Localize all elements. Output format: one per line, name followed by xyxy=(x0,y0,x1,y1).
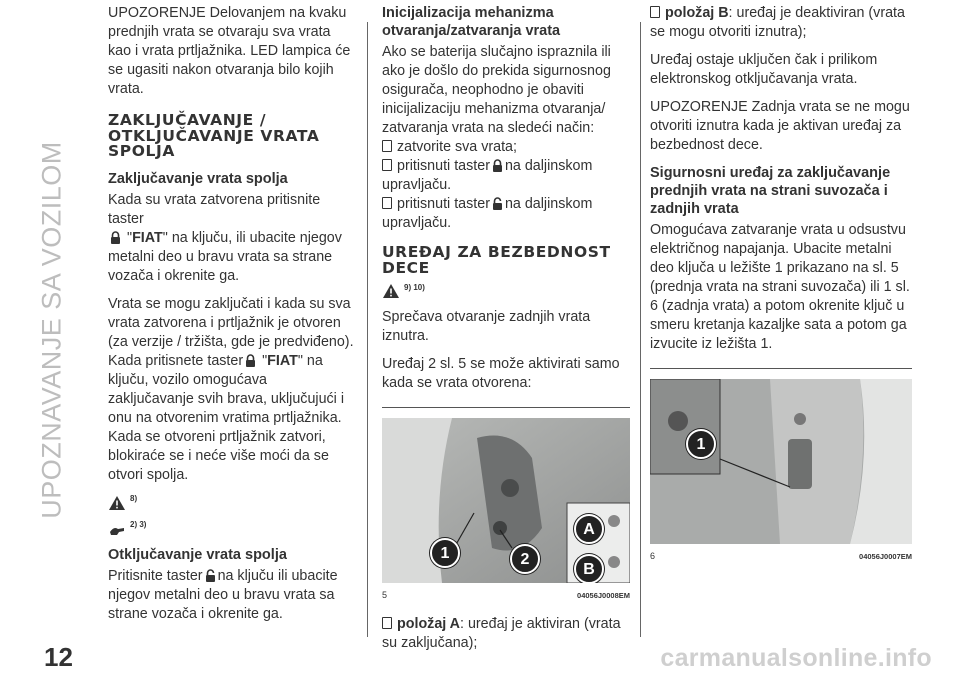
lock-icon xyxy=(110,231,121,245)
callout-a: A xyxy=(574,514,604,544)
checkbox-bullet-icon xyxy=(382,197,392,209)
lock-paragraph: Kada su vrata zatvorena pritisnite taster "FIAT" na ključu, ili ubacite njegov metalni deo u bravu vrata sa strane vozača i okrenite ga. xyxy=(108,191,342,284)
column-divider xyxy=(367,22,368,637)
figure-caption: 5 04056J0008EM xyxy=(382,590,630,600)
column-1 xyxy=(108,4,354,633)
warning-reference: 8) xyxy=(108,494,354,512)
page-number: 12 xyxy=(44,642,73,672)
warning-triangle-icon xyxy=(108,495,126,511)
watermark: carmanualsonline.info xyxy=(660,644,932,672)
lock-icon xyxy=(245,354,256,368)
section-heading: ZAKLJUČAVANJE / OTKLJUČAVANJE VRATA SPOLJA xyxy=(108,111,320,160)
unlock-icon xyxy=(492,197,503,211)
device-paragraph: Uređaj 2 sl. 5 se može aktivirati samo kada se vrata otvorena: xyxy=(382,356,620,391)
callout-1: 1 xyxy=(430,538,460,568)
subheading-unlock: Otključavanje vrata spolja xyxy=(108,546,287,563)
safety-paragraph: Omogućava zatvaranje vrata u odsustvu električnog napajanja. Ubacite metalni deo ključa u ležište 1 prikazano na sl. 5 (prednja vrata na strani suvozača) ili 1 sl. 6 (zadnja vrata) a potom okrenite ključ u smeru kretanja kazaljke sata a potom ga izvucite iz ležišta 1. xyxy=(650,222,910,352)
checkbox-bullet-icon xyxy=(650,6,660,18)
checkbox-bullet-icon xyxy=(382,617,392,629)
unlock-icon xyxy=(205,569,216,583)
hand-note-icon xyxy=(108,521,126,537)
init-paragraph: Ako se baterija slučajno ispraznila ili ako je došlo do prekida sigurnosnog osigurača, neophodno je obaviti inicijalizaciju mehanizma otvaranja/ zatvaranja vrata na sledeći način: xyxy=(382,44,611,136)
trunk-paragraph: Vrata se mogu zaključati i kada su sva vrata zatvorena i prtljažnik je otvoren (za verzije / tržišta, gde je predviđeno). Kada pritisnete taster "FIAT" na ključu, vozilo omogućava zaključavanje svih brava, uključujući i onu na otvorenim vratima prtljažnika. Kada se otvoreni prtljažnik zatvori, blokiraće se i neće više moći da se otvori spolja. xyxy=(108,295,354,483)
chapter-title: UPOZNAVANJE SA VOZILOM xyxy=(36,141,67,519)
checkbox-bullet-icon xyxy=(382,140,392,152)
position-b-item: položaj B: uređaj je deaktiviran (vrata se mogu otvoriti iznutra); xyxy=(650,5,905,40)
callout-2: 2 xyxy=(510,544,540,574)
position-a-item: položaj A: uređaj je aktiviran (vrata su zaključana); xyxy=(382,616,621,651)
section-heading: UREĐAJ ZA BEZBEDNOST DECE xyxy=(382,243,611,277)
unlock-paragraph: Pritisnite taster na ključu ili ubacite njegov metalni deo u bravu vrata sa strane vozača i okrenite ga. xyxy=(108,567,338,622)
figure-caption: 6 04056J0007EM xyxy=(650,551,912,561)
rear-door-lock-illustration xyxy=(650,379,912,544)
callout-b: B xyxy=(574,554,604,583)
note-reference: 2) 3) xyxy=(108,520,354,538)
subheading-init: Inicijalizacija mehanizma otvaranja/zatvaranja vrata xyxy=(382,5,561,39)
warning-reference: 9) 10) xyxy=(382,282,630,300)
callout-1: 1 xyxy=(686,429,716,459)
door-lock-image xyxy=(382,418,630,583)
rear-door-lock-image xyxy=(650,379,912,544)
prevent-paragraph: Sprečava otvaranje zadnjih vrata iznutra. xyxy=(382,309,591,344)
warning-paragraph: UPOZORENJE Zadnja vrata se ne mogu otvoriti iznutra kada je aktivan uređaj za bezbednost dece. xyxy=(650,99,910,153)
step-item: pritisnuti taster na daljinskom upravljaču. xyxy=(382,196,593,231)
step-item: zatvorite sva vrata; xyxy=(382,138,630,157)
column-divider xyxy=(640,22,641,637)
warning-paragraph: UPOZORENJE Delovanjem na kvaku prednjih vrata se otvaraju sva vrata kao i vrata prtljažnika. LED lampica će se ugasiti nakon otvaranja bilo kojih vrata. xyxy=(108,5,351,97)
stays-paragraph: Uređaj ostaje uključen čak i prilikom elektronskog otključavanja vrata. xyxy=(650,52,878,87)
column-3 xyxy=(650,4,912,566)
checkbox-bullet-icon xyxy=(382,159,392,171)
subheading-safety: Sigurnosni uređaj za zaključavanje prednjih vrata na strani suvozača i zadnjih vrata xyxy=(650,165,891,217)
step-item: pritisnuti taster na daljinskom upravljaču. xyxy=(382,158,593,193)
warning-triangle-icon xyxy=(382,283,400,299)
lock-icon xyxy=(492,159,503,173)
subheading-lock: Zaključavanje vrata spolja xyxy=(108,170,288,187)
figure-6 xyxy=(650,368,912,566)
figure-5 xyxy=(382,407,630,605)
column-2 xyxy=(382,4,630,662)
